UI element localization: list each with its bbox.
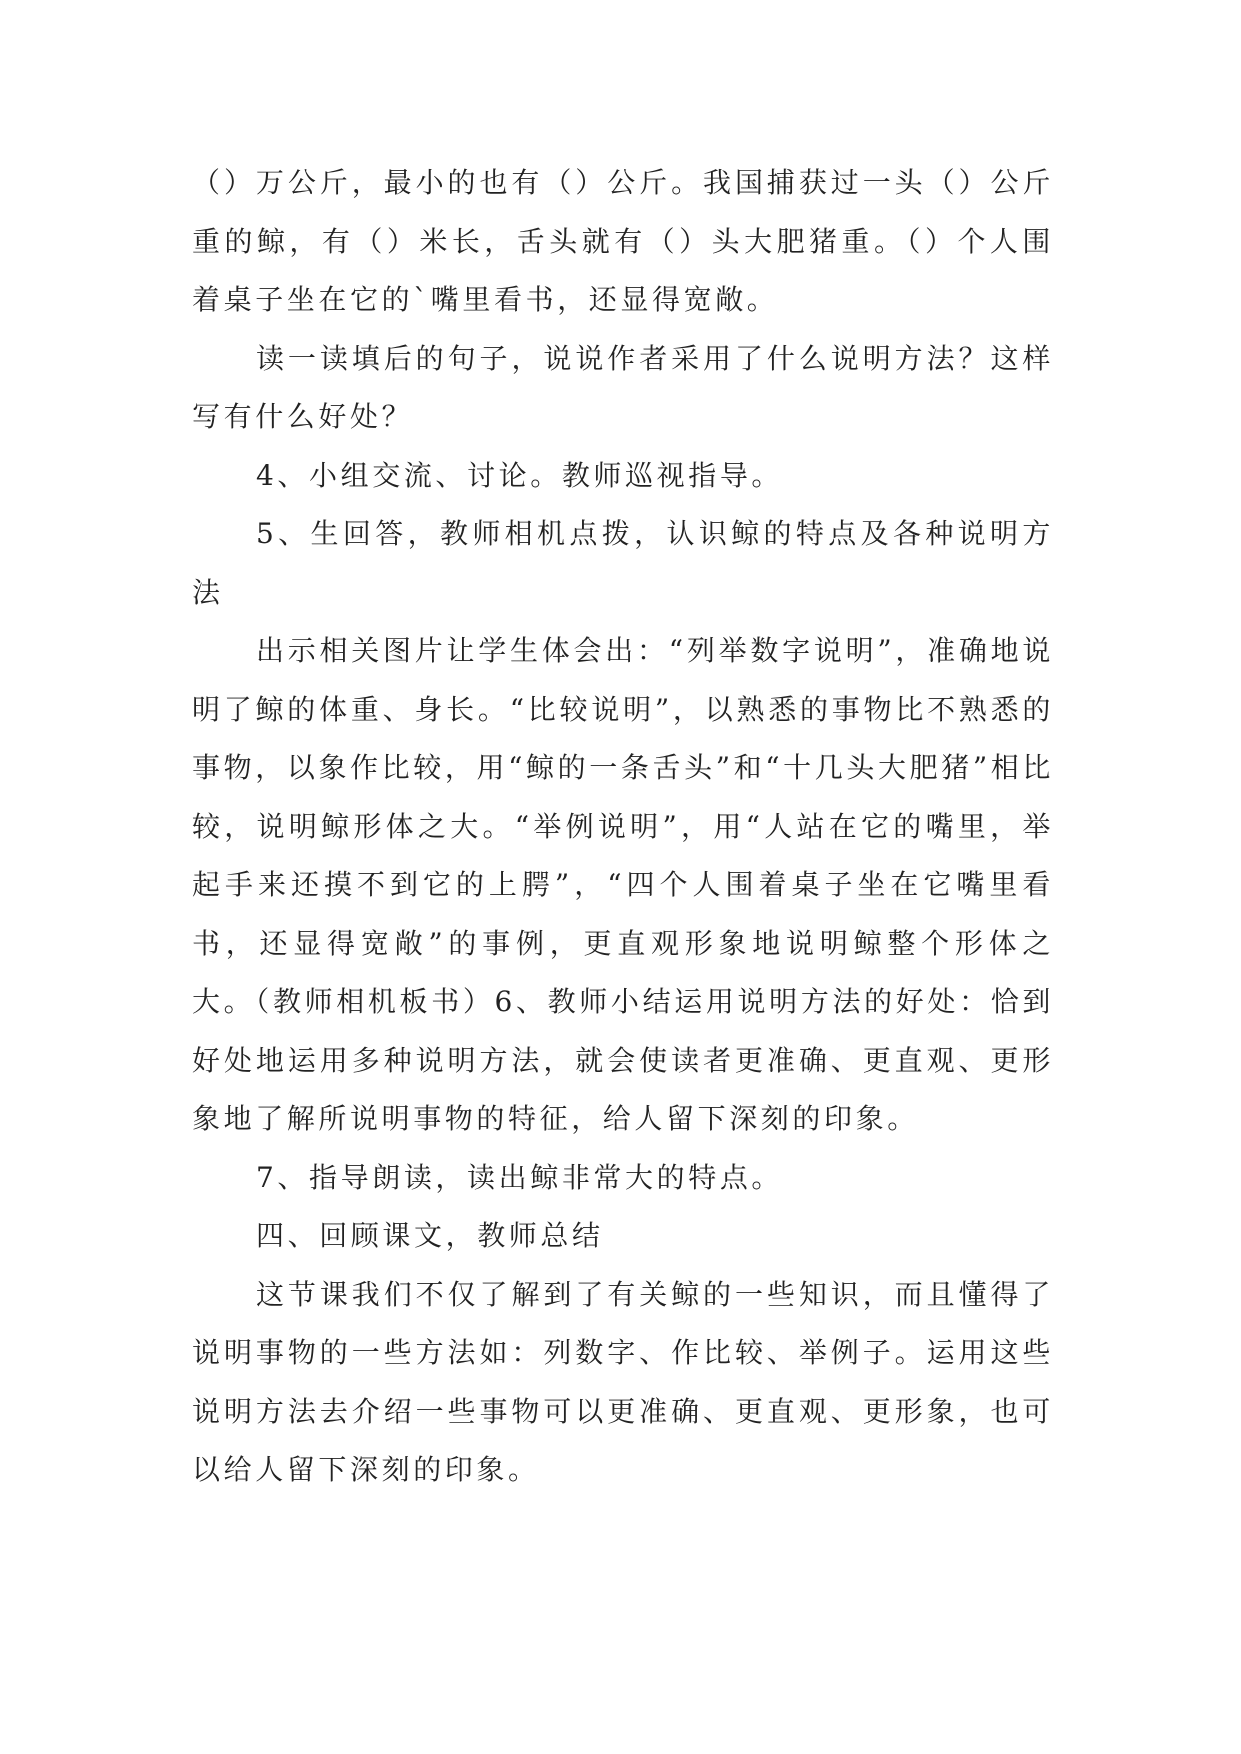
document-body (192, 154, 1054, 1500)
paragraph-summary: 这节课我们不仅了解到了有关鲸的一些知识，而且懂得了说明事物的一些方法如：列数字、作比较、举例子。运用这些说明方法去介绍一些事物可以更准确、更直观、更形象，也可以给人留下深刻的印象。 (192, 1277, 1054, 1486)
paragraph-fill-in-blanks: （）万公斤，最小的也有（）公斤。我国捕获过一头（）公斤重的鲸，有（）米长，舌头就有（）头大肥猪重。（）个人围着桌子坐在它的`嘴里看书，还显得宽敞。 (192, 166, 1054, 316)
section-heading-review: 四、回顾课文，教师总结 (256, 1219, 604, 1252)
paragraph-step-7: 7、指导朗读，读出鲸非常大的特点。 (256, 1160, 784, 1194)
paragraph-step-4: 4、小组交流、讨论。教师巡视指导。 (256, 458, 784, 492)
paragraph-step-5: 5、生回答，教师相机点拨，认识鲸的特点及各种说明方法 (192, 517, 1054, 609)
paragraph-explanation-methods: 出示相关图片让学生体会出：“列举数字说明”，准确地说明了鲸的体重、身长。“比较说明”，以熟悉的事物比不熟悉的事物，以象作比较，用“鲸的一条舌头”和“十几头大肥猪”相比较，说明鲸形体之大。“举例说明”，用“人站在它的嘴里，举起手来还摸不到它的上腭”，“四个人围着桌子坐在它嘴里看书，还显得宽敞”的事例，更直观形象地说明鲸整个形体之大。（教师相机板书）6、教师小结运用说明方法的好处：恰到好处地运用多种说明方法，就会使读者更准确、更直观、更形象地了解所说明事物的特征，给人留下深刻的印象。 (192, 634, 1054, 1135)
paragraph-reading-question: 读一读填后的句子，说说作者采用了什么说明方法？这样写有什么好处？ (192, 341, 1054, 433)
